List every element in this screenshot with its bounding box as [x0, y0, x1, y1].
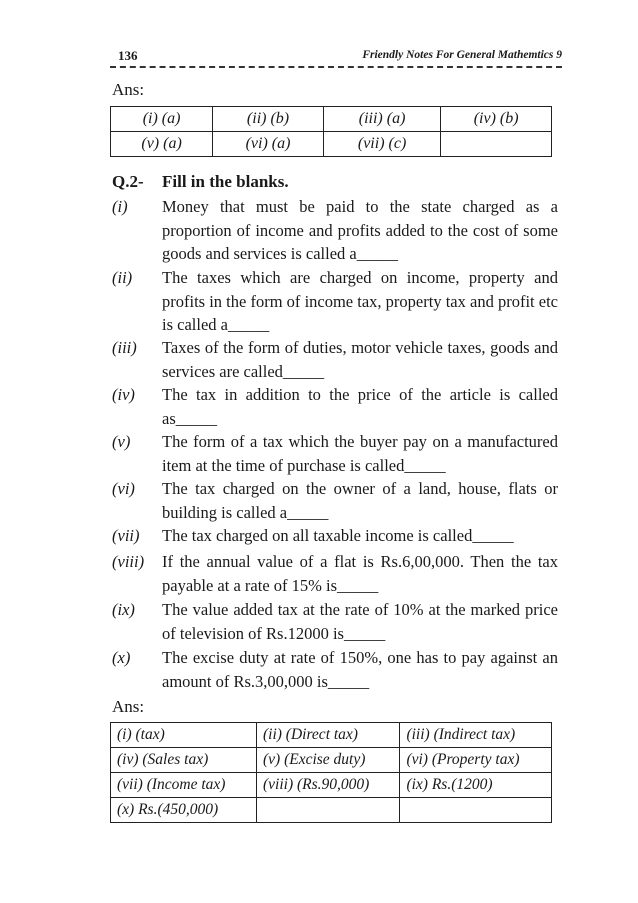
- question-item: [112, 266, 558, 337]
- table-row: [111, 748, 552, 773]
- table-cell: (x) Rs.(450,000): [111, 798, 257, 823]
- question-heading: [112, 172, 289, 192]
- question-item-label: (vi): [112, 479, 135, 498]
- question-item-label: (iv): [112, 385, 135, 404]
- question-item-text: Taxes of the form of duties, motor vehicle taxes, goods and services are called_____: [162, 338, 558, 381]
- question-item: [112, 336, 558, 383]
- table-cell: (vi) (Property tax): [400, 748, 552, 773]
- question-item-text: The form of a tax which the buyer pay on a manufactured item at the time of purchase is called_____: [162, 432, 558, 475]
- table-cell: (i) (tax): [111, 723, 257, 748]
- question-item: [112, 646, 558, 693]
- fill-answers-label: Ans:: [112, 697, 145, 716]
- table-row: [111, 723, 552, 748]
- table-row: [111, 773, 552, 798]
- table-cell: (v) (a): [111, 132, 213, 157]
- question-item-label: (x): [112, 648, 131, 667]
- table-row: [111, 132, 552, 157]
- table-cell: (vi) (a): [213, 132, 324, 157]
- question-item-label: (ii): [112, 268, 133, 287]
- table-cell: (iv) (b): [441, 107, 552, 132]
- table-cell: (ix) Rs.(1200): [400, 773, 552, 798]
- table-cell: (iii) (a): [323, 107, 440, 132]
- table-row: [111, 798, 552, 823]
- question-item-text: The tax charged on the owner of a land, house, flats or building is called a_____: [162, 479, 558, 522]
- question-item-text: The tax in addition to the price of the article is called as_____: [162, 385, 558, 428]
- table-cell: [441, 132, 552, 157]
- table-cell: [400, 798, 552, 823]
- table-cell: (iii) (Indirect tax): [400, 723, 552, 748]
- question-item-label: (viii): [112, 552, 145, 571]
- question-item-text: The value added tax at the rate of 10% at the marked price of television of Rs.12000 is_____: [162, 600, 558, 643]
- table-cell: (ii) (b): [213, 107, 324, 132]
- question-item-label: (iii): [112, 338, 137, 357]
- question-item-label: (ix): [112, 600, 135, 619]
- question-title: Fill in the blanks.: [162, 172, 289, 191]
- running-header: [110, 48, 562, 68]
- question-item: [112, 550, 558, 597]
- question-item: [112, 477, 558, 524]
- page-number: 136: [118, 48, 138, 63]
- question-item-text: Money that must be paid to the state charged as a proportion of income and profits added to the cost of some goods and services is called a_____: [162, 197, 558, 263]
- question-item-label: (vii): [112, 526, 140, 545]
- question-item: [112, 195, 558, 266]
- table-cell: (v) (Excise duty): [257, 748, 400, 773]
- table-row: [111, 107, 552, 132]
- mcq-answers-label: Ans:: [112, 80, 145, 99]
- question-item: [112, 598, 558, 645]
- table-cell: (iv) (Sales tax): [111, 748, 257, 773]
- table-cell: (viii) (Rs.90,000): [257, 773, 400, 798]
- question-item: [112, 524, 558, 548]
- table-cell: [257, 798, 400, 823]
- question-item-text: The taxes which are charged on income, property and profits in the form of income tax, property tax and profit etc is called a_____: [162, 268, 558, 334]
- question-item-text: If the annual value of a flat is Rs.6,00,000. Then the tax payable at a rate of 15% is_____: [162, 552, 558, 595]
- mcq-answer-table: [110, 106, 552, 157]
- question-item-label: (v): [112, 432, 131, 451]
- book-title: Friendly Notes For General Mathemtics 9: [362, 49, 562, 61]
- table-cell: (ii) (Direct tax): [257, 723, 400, 748]
- fill-answer-table: [110, 722, 552, 823]
- table-cell: (vii) (Income tax): [111, 773, 257, 798]
- table-cell: (i) (a): [111, 107, 213, 132]
- question-item-text: The excise duty at rate of 150%, one has to pay against an amount of Rs.3,00,000 is_____: [162, 648, 558, 691]
- question-item: [112, 430, 558, 477]
- question-item-text: The tax charged on all taxable income is called_____: [162, 526, 514, 545]
- table-cell: (vii) (c): [323, 132, 440, 157]
- question-number: Q.2-: [112, 172, 144, 191]
- question-item: [112, 383, 558, 430]
- question-item-label: (i): [112, 197, 128, 216]
- header-rule: [110, 66, 562, 68]
